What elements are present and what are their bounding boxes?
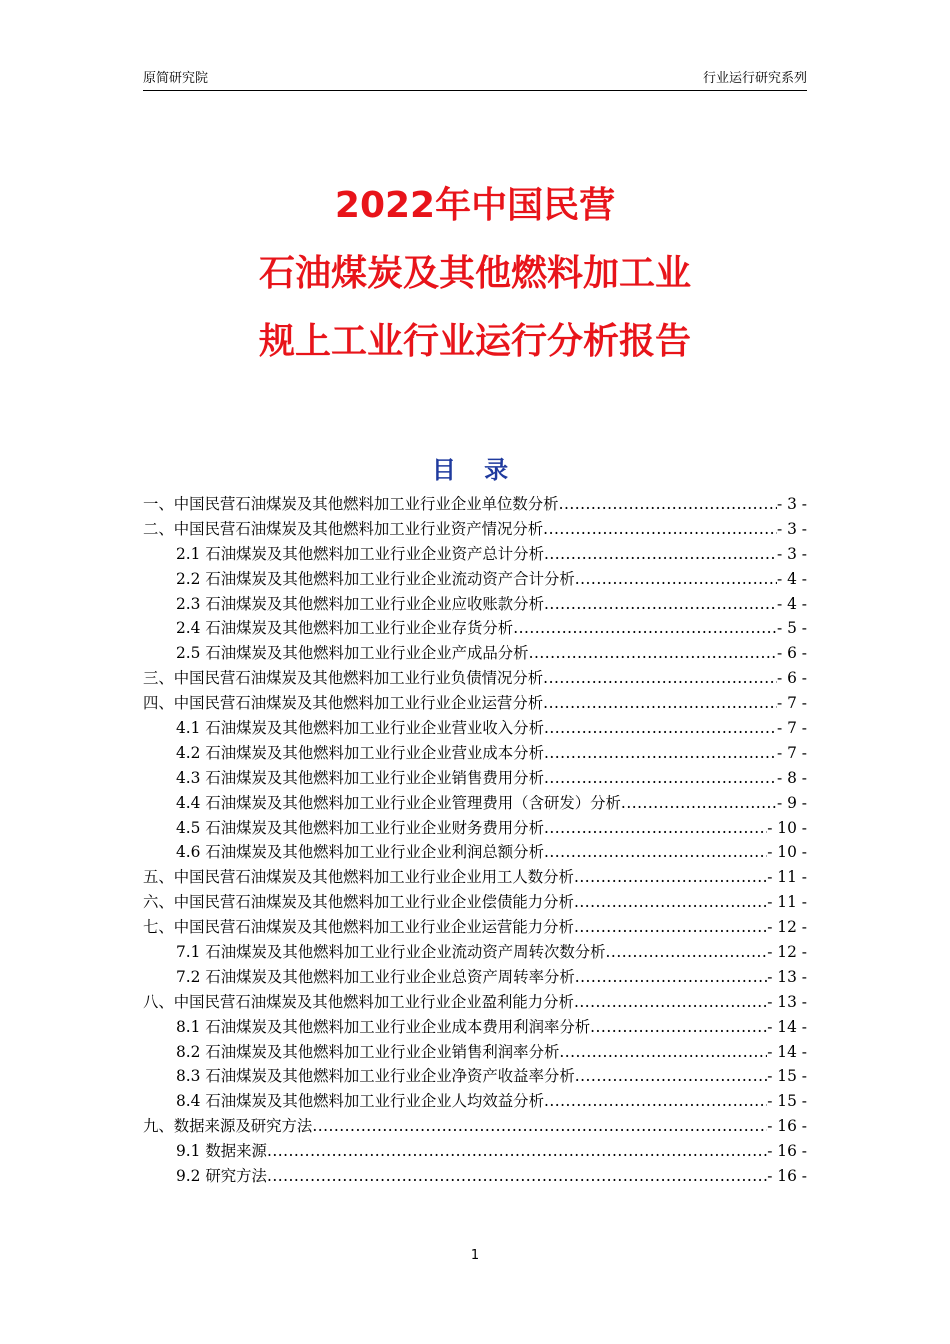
toc-entry[interactable]: [143, 965, 807, 990]
toc-leader-dots: [544, 816, 767, 841]
toc-entry[interactable]: [143, 940, 807, 965]
toc-entry[interactable]: [143, 1015, 807, 1040]
toc-entry[interactable]: [143, 741, 807, 766]
toc-entry[interactable]: [143, 517, 807, 542]
toc-entry[interactable]: [143, 1064, 807, 1089]
toc-entry-title: 8.3 石油煤炭及其他燃料加工业行业企业净资产收益率分析: [176, 1067, 575, 1086]
toc-leader-dots: [575, 1064, 767, 1089]
toc-entry[interactable]: [143, 666, 807, 691]
toc-entry[interactable]: [143, 1114, 807, 1139]
title-line-1: 2022年中国民营: [334, 185, 616, 226]
toc-entry-page: - 9 -: [777, 793, 807, 812]
toc-entry-page: - 11 -: [767, 868, 807, 887]
toc-leader-dots: [590, 1015, 767, 1040]
toc-leader-dots: [575, 965, 767, 990]
toc-entry-page: - 3 -: [777, 519, 807, 538]
toc-entry-page: - 16 -: [767, 1142, 807, 1161]
toc-entry-page: - 13 -: [767, 992, 807, 1011]
toc-entry-page: - 7 -: [777, 694, 807, 713]
toc-leader-dots: [574, 890, 767, 915]
toc-entry-title: 二、中国民营石油煤炭及其他燃料加工业行业资产情况分析: [143, 519, 544, 538]
toc-entry-page: - 8 -: [777, 768, 807, 787]
toc-entry-page: - 14 -: [767, 1017, 807, 1036]
toc-entry-page: - 15 -: [767, 1092, 807, 1111]
toc-entry-title: 9.1 数据来源: [176, 1142, 267, 1161]
toc-leader-dots: [543, 666, 777, 691]
toc-entry-page: - 12 -: [767, 918, 807, 937]
toc-entry-title: 4.2 石油煤炭及其他燃料加工业行业企业营业成本分析: [176, 743, 544, 762]
toc-leader-dots: [544, 766, 777, 791]
toc-leader-dots: [559, 1040, 767, 1065]
toc-leader-dots: [544, 741, 777, 766]
toc-entry[interactable]: [143, 616, 807, 641]
toc-entry-title: 三、中国民营石油煤炭及其他燃料加工业行业负债情况分析: [143, 669, 544, 688]
toc-entry-page: - 5 -: [777, 619, 807, 638]
toc-leader-dots: [544, 840, 767, 865]
toc-entry-title: 2.2 石油煤炭及其他燃料加工业行业企业流动资产合计分析: [176, 569, 575, 588]
header-org: 原简研究院: [143, 71, 209, 86]
toc-entry[interactable]: [143, 816, 807, 841]
toc-entry-title: 七、中国民营石油煤炭及其他燃料加工业行业企业运营能力分析: [143, 918, 574, 937]
toc-leader-dots: [543, 517, 777, 542]
toc-entry-title: 4.1 石油煤炭及其他燃料加工业行业企业营业收入分析: [176, 719, 544, 738]
toc-leader-dots: [621, 791, 777, 816]
toc-entry-title: 五、中国民营石油煤炭及其他燃料加工业行业企业用工人数分析: [143, 868, 574, 887]
toc-entry[interactable]: [143, 592, 807, 617]
toc-leader-dots: [574, 915, 767, 940]
toc-entry-title: 4.3 石油煤炭及其他燃料加工业行业企业销售费用分析: [176, 768, 544, 787]
toc-entry[interactable]: [143, 766, 807, 791]
toc-entry[interactable]: [143, 542, 807, 567]
toc-entry-title: 2.1 石油煤炭及其他燃料加工业行业企业资产总计分析: [176, 544, 544, 563]
header-series: 行业运行研究系列: [702, 71, 807, 86]
toc-entry-page: - 6 -: [777, 669, 807, 688]
toc-entry-title: 一、中国民营石油煤炭及其他燃料加工业行业企业单位数分析: [143, 495, 559, 513]
toc-entry-page: - 15 -: [767, 1067, 807, 1086]
toc-entry[interactable]: [143, 865, 807, 890]
toc-leader-dots: [267, 1139, 767, 1164]
toc-entry[interactable]: [143, 641, 807, 666]
toc-entry-title: 7.1 石油煤炭及其他燃料加工业行业企业流动资产周转次数分析: [176, 943, 606, 962]
toc-entry[interactable]: [143, 691, 807, 716]
toc-entry-page: - 3 -: [777, 495, 807, 513]
toc-leader-dots: [574, 865, 767, 890]
toc-entry-page: - 14 -: [767, 1042, 807, 1061]
toc-entry-page: - 16 -: [767, 1167, 807, 1186]
toc-entry-title: 8.4 石油煤炭及其他燃料加工业行业企业人均效益分析: [176, 1092, 544, 1111]
toc-entry[interactable]: [143, 915, 807, 940]
toc-entry[interactable]: [143, 1089, 807, 1114]
toc-leader-dots: [544, 592, 777, 617]
title-line-2: 石油煤炭及其他燃料加工业: [258, 253, 691, 294]
toc-entry-page: - 11 -: [767, 893, 807, 912]
toc-entry[interactable]: [143, 840, 807, 865]
toc-entry-page: - 16 -: [767, 1117, 807, 1136]
toc-leader-dots: [513, 616, 777, 641]
toc-entry[interactable]: [143, 990, 807, 1015]
toc-entry-title: 4.6 石油煤炭及其他燃料加工业行业企业利润总额分析: [176, 843, 544, 862]
toc-entry-title: 八、中国民营石油煤炭及其他燃料加工业行业企业盈利能力分析: [143, 992, 574, 1011]
toc-leader-dots: [574, 990, 767, 1015]
toc-entry-page: - 6 -: [777, 644, 807, 663]
toc-entry-page: - 10 -: [767, 843, 807, 862]
toc-leader-dots: [529, 641, 777, 666]
toc-leader-dots: [543, 691, 777, 716]
toc-entry-page: - 7 -: [777, 743, 807, 762]
toc-leader-dots: [267, 1164, 767, 1189]
toc-entry[interactable]: [143, 791, 807, 816]
toc-entry-title: 4.4 石油煤炭及其他燃料加工业行业企业管理费用（含研发）分析: [176, 793, 621, 812]
toc-heading: 目 录: [431, 456, 519, 484]
toc-entry-title: 4.5 石油煤炭及其他燃料加工业行业企业财务费用分析: [176, 818, 544, 837]
toc-entry-title: 2.5 石油煤炭及其他燃料加工业行业企业产成品分析: [176, 644, 529, 663]
page-header: [143, 64, 807, 91]
toc-entry-title: 7.2 石油煤炭及其他燃料加工业行业企业总资产周转率分析: [176, 967, 575, 986]
toc-entry[interactable]: [143, 716, 807, 741]
toc-leader-dots: [559, 492, 777, 517]
toc-entry-page: - 12 -: [767, 943, 807, 962]
toc-entry[interactable]: [143, 1139, 807, 1164]
toc-entry[interactable]: [143, 890, 807, 915]
toc-entry-page: - 10 -: [767, 818, 807, 837]
toc-leader-dots: [544, 716, 777, 741]
toc-entry-title: 8.1 石油煤炭及其他燃料加工业行业企业成本费用利润率分析: [176, 1017, 591, 1036]
toc-entry-page: - 7 -: [777, 719, 807, 738]
toc-leader-dots: [312, 1114, 767, 1139]
toc-entry-title: 四、中国民营石油煤炭及其他燃料加工业行业企业运营分析: [143, 694, 544, 713]
toc-entry-title: 2.3 石油煤炭及其他燃料加工业行业企业应收账款分析: [176, 594, 544, 613]
toc-entry-page: - 4 -: [777, 594, 807, 613]
toc-entry-page: - 13 -: [767, 967, 807, 986]
toc-entry-title: 2.4 石油煤炭及其他燃料加工业行业企业存货分析: [176, 619, 514, 638]
toc-leader-dots: [606, 940, 768, 965]
toc-entry[interactable]: [143, 567, 807, 592]
toc-entry[interactable]: [143, 1040, 807, 1065]
toc-leader-dots: [544, 1089, 767, 1114]
toc-leader-dots: [575, 567, 777, 592]
toc-entry-title: 9.2 研究方法: [176, 1167, 267, 1186]
page-number: 1: [470, 1248, 480, 1263]
toc-entry[interactable]: [143, 492, 807, 517]
toc-entry-title: 8.2 石油煤炭及其他燃料加工业行业企业销售利润率分析: [176, 1042, 560, 1061]
report-title: [0, 172, 950, 376]
toc-leader-dots: [544, 542, 777, 567]
title-line-3: 规上工业行业运行分析报告: [258, 321, 691, 362]
toc-entry[interactable]: [143, 1164, 807, 1189]
toc-entry-page: - 3 -: [777, 544, 807, 563]
table-of-contents: [143, 492, 807, 1189]
toc-entry-title: 六、中国民营石油煤炭及其他燃料加工业行业企业偿债能力分析: [143, 893, 574, 912]
toc-entry-page: - 4 -: [777, 569, 807, 588]
toc-entry-title: 九、数据来源及研究方法: [143, 1117, 313, 1136]
